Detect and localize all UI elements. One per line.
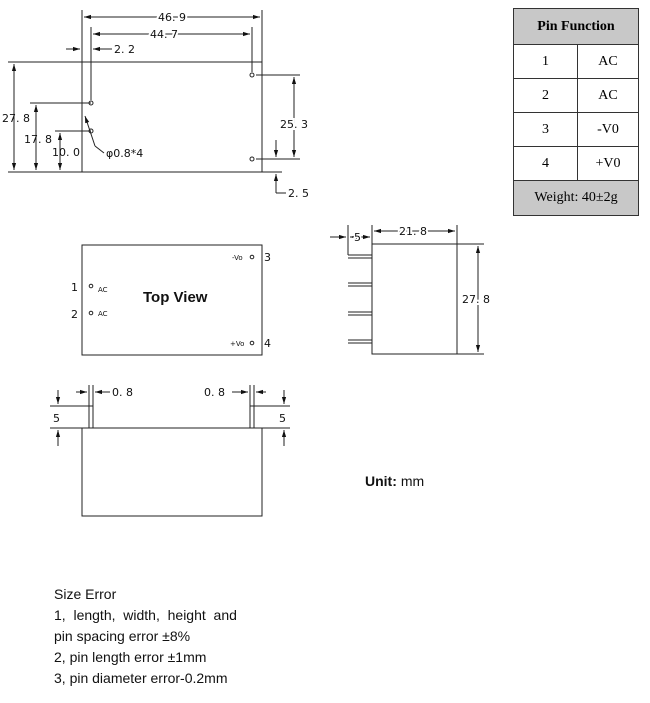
- table-row: [514, 79, 639, 113]
- pin2-number: 2: [71, 308, 78, 321]
- dim-side-pin-length-label: 5: [354, 231, 361, 244]
- svg-text:Unit:mm: [365, 473, 424, 489]
- notes-line-3: 2, pin length error ±1mm: [54, 649, 207, 665]
- unit-label: Unit:: [365, 473, 397, 489]
- table-row: [514, 113, 639, 147]
- pin-function-cell: AC: [578, 45, 639, 79]
- pin1-label: AC: [98, 286, 108, 294]
- dim-depth-label: 21. 8: [399, 225, 427, 238]
- dim-pin-width-right-label: 0. 8: [204, 386, 225, 399]
- pin-function-cell: -V0: [578, 113, 639, 147]
- dim-pin-height-b-label: 10. 0: [52, 146, 80, 159]
- table-row: [514, 45, 639, 79]
- pin-length-view-outline: [82, 428, 262, 516]
- notes-line-4: 3, pin diameter error-0.2mm: [54, 670, 228, 686]
- pin-hole-3: [250, 73, 254, 77]
- dim-pin-width-left-label: 0. 8: [112, 386, 133, 399]
- pin-table-header: Pin Function: [514, 9, 639, 45]
- pin-function-cell: AC: [578, 79, 639, 113]
- pin-function-table: [513, 8, 639, 216]
- size-error-notes: [54, 584, 294, 689]
- dim-pin-offset-left-label: 2. 2: [114, 43, 135, 56]
- pin1-number: 1: [71, 281, 78, 294]
- notes-line-2: pin spacing error ±8%: [54, 628, 191, 644]
- top-view-title: Top View: [143, 289, 208, 306]
- pin3-label: -Vo: [232, 254, 243, 262]
- pin3-number: 3: [264, 251, 271, 264]
- pin4-label: +Vo: [230, 340, 245, 348]
- dim-pin-diameter-label: φ0.8*4: [106, 147, 144, 160]
- dim-pin-height-a-label: 17. 8: [24, 133, 52, 146]
- pin4-number: 4: [264, 337, 271, 350]
- dim-side-height-label: 27. 8: [462, 293, 490, 306]
- unit-value: mm: [400, 473, 425, 489]
- dim-pin-offset-bottom-label: 2. 5: [288, 187, 309, 200]
- pin-number-cell: 2: [514, 79, 578, 113]
- dim-pin-span-label: 44. 7: [150, 28, 178, 41]
- notes-title: Size Error: [54, 586, 117, 602]
- table-row: [514, 147, 639, 181]
- dim-pin-span-v-label: 25. 3: [280, 118, 308, 131]
- side-view-outline: [372, 244, 457, 354]
- pin-number-cell: 4: [514, 147, 578, 181]
- pin-function-cell: +V0: [578, 147, 639, 181]
- dim-pin-length-left-label: 5: [53, 412, 60, 425]
- pin-number-cell: 3: [514, 113, 578, 147]
- dim-pin-length-right-label: 5: [279, 412, 286, 425]
- dim-total-length-label: 46. 9: [158, 11, 186, 24]
- pin-number-cell: 1: [514, 45, 578, 79]
- dim-height-label: 27. 8: [2, 112, 30, 125]
- notes-line-1: 1, length, width, height and: [54, 607, 237, 623]
- pin-hole-4: [250, 157, 254, 161]
- pin2-label: AC: [98, 310, 108, 318]
- weight-cell: Weight: 40±2g: [514, 181, 639, 216]
